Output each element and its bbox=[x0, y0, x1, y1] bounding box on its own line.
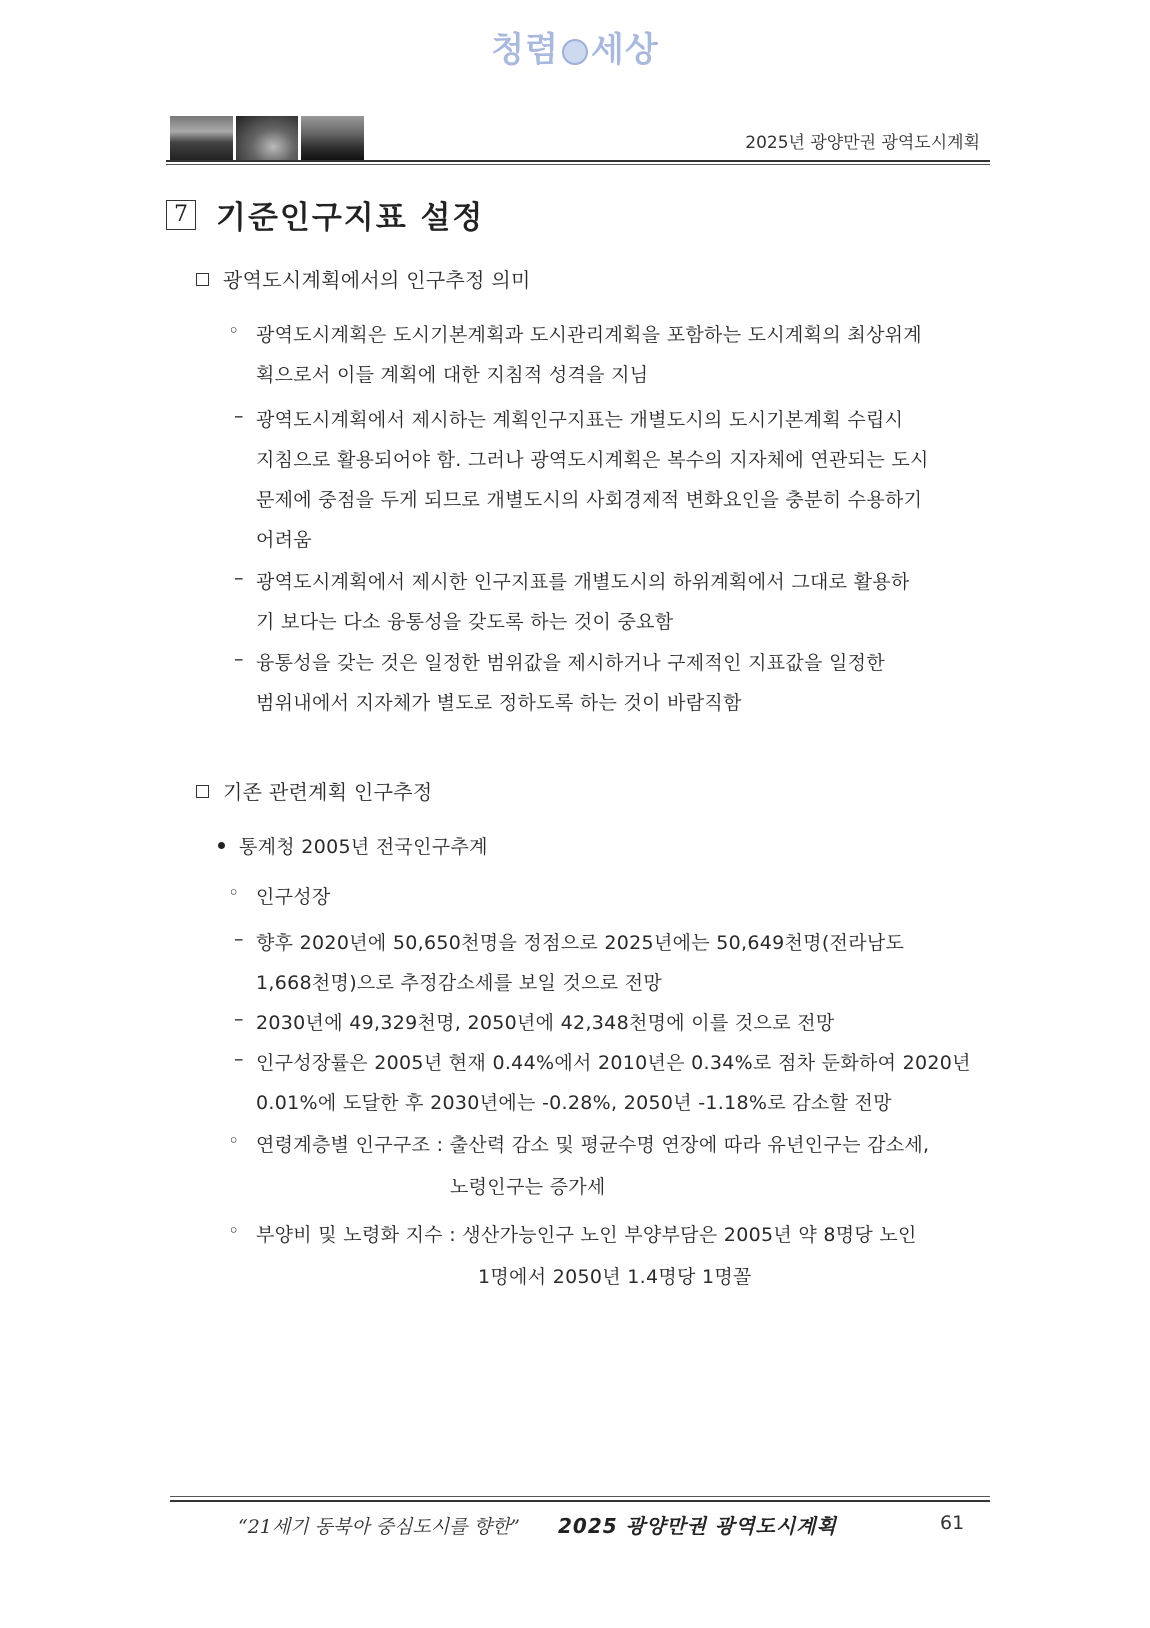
para-d2-line1: 광역도시계획에서 제시한 인구지표를 개별도시의 하위계획에서 그대로 활용하 bbox=[256, 571, 910, 593]
stat-d3-line2: 0.01%에 도달한 후 2030년에는 -0.28%, 2050년 -1.18%로 감소할 전망 bbox=[256, 1092, 892, 1114]
logo-text-right: 세상 bbox=[591, 30, 659, 70]
para-c1-line1 bbox=[256, 320, 956, 347]
checkbox-square-icon bbox=[196, 785, 209, 798]
subheading-2 bbox=[196, 776, 433, 805]
logo-text-left: 청렴 bbox=[491, 30, 559, 70]
footer-title: 2025 광양만권 광역도시계획 bbox=[558, 1514, 837, 1538]
section-number: 7 bbox=[166, 200, 196, 230]
circle-marker: ◦ bbox=[228, 882, 240, 904]
para-d3-line2: 범위내에서 지자체가 별도로 정하도록 하는 것이 바람직함 bbox=[256, 692, 742, 714]
checkbox-square-icon bbox=[196, 273, 209, 286]
para-d2-line2: 기 보다는 다소 융통성을 갖도록 하는 것이 중요함 bbox=[256, 611, 674, 633]
header-photo-strip bbox=[170, 116, 364, 160]
page-number: 61 bbox=[940, 1512, 965, 1534]
stat-d3-line1: 인구성장률은 2005년 현재 0.44%에서 2010년은 0.34%로 점차 둔화하여 2020년 bbox=[256, 1052, 971, 1074]
para-d1-line1: 광역도시계획에서 제시하는 계획인구지표는 개별도시의 도시기본계획 수립시 bbox=[256, 409, 904, 431]
circle-marker: ◦ bbox=[228, 320, 240, 342]
stat-c1: 인구성장 bbox=[256, 886, 331, 908]
dash-marker: – bbox=[234, 567, 244, 589]
subheading-1-label: 광역도시계획에서의 인구추정 의미 bbox=[223, 268, 531, 292]
circle-marker: ◦ bbox=[228, 1220, 240, 1242]
para-d1-line2: 지침으로 활용되어야 함. 그러나 광역도시계획은 복수의 지자체에 연관되는 도시 bbox=[256, 449, 929, 471]
stat-d1-line1: 향후 2020년에 50,650천명을 정점으로 2025년에는 50,649천명(전라남도 bbox=[256, 932, 905, 954]
section-title: 기준인구지표 설정 bbox=[216, 200, 485, 236]
stat-c2-line2: 노령인구는 증가세 bbox=[450, 1176, 606, 1198]
bullet-item-label: 통계청 2005년 전국인구추계 bbox=[239, 836, 488, 858]
stat-c3-line2: 1명에서 2050년 1.4명당 1명꼴 bbox=[478, 1266, 752, 1288]
section-heading bbox=[166, 192, 484, 237]
header-photo-3 bbox=[301, 116, 364, 160]
stat-d2: 2030년에 49,329천명, 2050년에 42,348천명에 이를 것으로 전망 bbox=[256, 1012, 835, 1034]
stat-c2-line1: 연령계층별 인구구조 : 출산력 감소 및 평균수명 연장에 따라 유년인구는 감소세, bbox=[256, 1134, 930, 1156]
para-d3-line1: 융통성을 갖는 것은 일정한 범위값을 제시하거나 구제적인 지표값을 일정한 bbox=[256, 652, 885, 674]
para-d1-line4: 어려움 bbox=[256, 529, 312, 551]
subheading-1 bbox=[196, 264, 531, 293]
footer-rule bbox=[170, 1496, 990, 1497]
header-rule-thin bbox=[166, 164, 990, 165]
para-c1-line2: 획으로서 이들 계획에 대한 지침적 성격을 지님 bbox=[256, 364, 649, 386]
para-c1-line1-text: 광역도시계획은 도시기본계획과 도시관리계획을 포함하는 도시계획의 최상위계 bbox=[256, 324, 922, 346]
dash-marker: – bbox=[234, 928, 244, 950]
header-photo-2 bbox=[236, 116, 299, 160]
para-d1-line3: 문제에 중점을 두게 되므로 개별도시의 사회경제적 변화요인을 충분히 수용하기 bbox=[256, 489, 923, 511]
dash-marker: – bbox=[234, 648, 244, 670]
header-photo-1 bbox=[170, 116, 233, 160]
stat-c3-line1: 부양비 및 노령화 지수 : 생산가능인구 노인 부양부담은 2005년 약 8명당 노인 bbox=[256, 1224, 917, 1246]
footer-rule-thick bbox=[170, 1500, 990, 1502]
subheading-2-label: 기존 관련계획 인구추정 bbox=[223, 780, 433, 804]
bullet-dot-icon bbox=[218, 842, 225, 849]
bullet-item bbox=[218, 832, 488, 859]
dash-marker: – bbox=[234, 1048, 244, 1070]
header-title: 2025년 광양만권 광역도시계획 bbox=[745, 133, 980, 153]
dash-marker: – bbox=[234, 405, 244, 427]
header-rule bbox=[166, 160, 990, 162]
stat-d1-line2: 1,668천명)으로 추정감소세를 보일 것으로 전망 bbox=[256, 972, 663, 994]
logo bbox=[0, 22, 1150, 71]
dash-marker: – bbox=[234, 1008, 244, 1030]
logo-emblem-icon bbox=[562, 39, 588, 65]
circle-marker: ◦ bbox=[228, 1130, 240, 1152]
footer-quote: “21세기 동북아 중심도시를 향한” bbox=[238, 1516, 520, 1538]
